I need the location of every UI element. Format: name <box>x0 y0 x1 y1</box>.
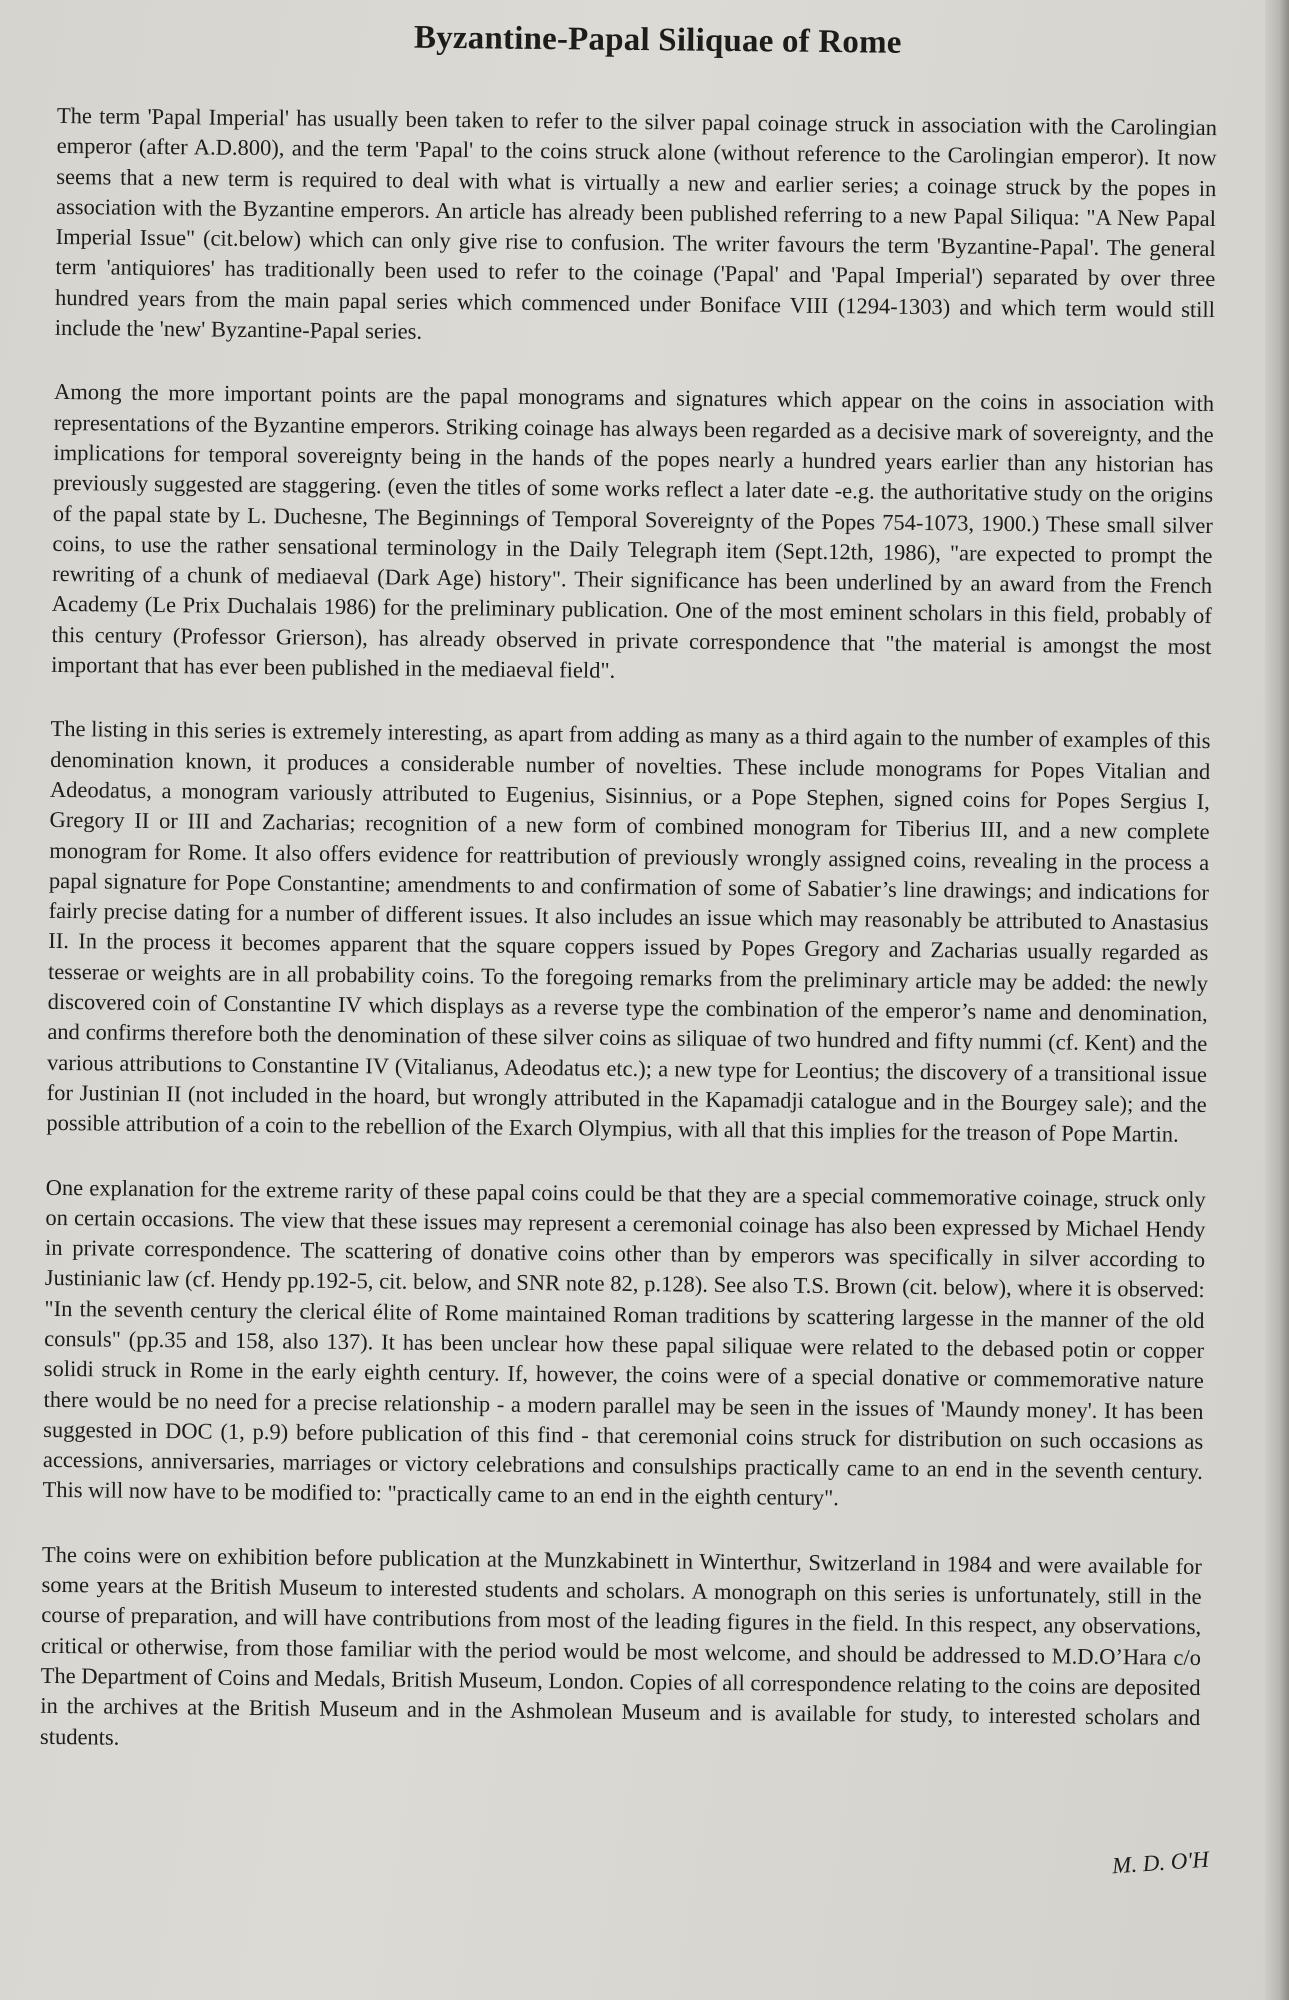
article-title: Byzantine-Papal Siliquae of Rome <box>413 19 902 61</box>
article <box>39 16 1217 1798</box>
author-signature: M. D. O'H <box>1111 1846 1210 1879</box>
paragraph-listing: The listing in this series is extremely interesting, as apart from adding as many as a third again to the number of examples of this denomination known, it produces a considerable number of novelties. These include monograms for Popes Vitalian and Adeodatus, a monogram variously attributed to Eugenius, Sisinnius, or a Pope Stephen, signed coins for Popes Sergius I, Gregory II or III and Zacharias; recognition of a new form of combined monogram for Tiberius III, and a new complete monogram for Rome. It also offers evidence for reattribution of previously wrongly assigned coins, revealing in the process a papal signature for Pope Constantine; amendments to and confirmation of some of Sabatier’s line drawings; and indications for fairly precise dating for a number of different issues. It also includes an issue which may reasonably be attributed to Anastasius II. In the process it becomes apparent that the square coppers issued by Popes Gregory and Zacharias usually regarded as tesserae or weights are in all probability coins. To the foregoing remarks from the preliminary article may be added: the newly discovered coin of Constantine IV which displays as a reverse type the combination of the emperor’s name and denomination, and confirms therefore both the denomination of these silver coins as siliquae of two hundred and fifty nummi (cf. Kent) and the various attributions to Constantine IV (Vitalianus, Adeodatus etc.); a new type for Leontius; the discovery of a transitional issue for Justinian II (not included in the hoard, but wrongly attributed in the Kapamadji catalogue and in the Bourgey sale); and the possible attribution of a coin to the rebellion of the Exarch Olympius, with all that this implies for the treason of Pope Martin. <box>46 716 1211 1147</box>
paragraph-rarity: One explanation for the extreme rarity of these papal coins could be that they are a special commemorative coinage, struck only on certain occasions. The view that these issues may represent a ceremonial coinage has also been expressed by Michael Hendy in private correspondence. The scattering of donative coins other than by emperors was specifically in silver according to Justinianic law (cf. Hendy pp.192-5, cit. below, and SNR note 82, p.128). See also T.S. Brown (cit. below), where it is observed: "In the seventh century the clerical élite of Rome maintained Roman traditions by scattering largesse in the manner of the old consuls" (pp.35 and 158, also 137). It has been unclear how these papal siliquae were related to the debased potin or copper solidi struck in Rome in the early eighth century. If, however, the coins were of a special donative or commemorative nature there would be no need for a precise relationship - a modern parallel may be seen in the issues of 'Maundy money'. It has been suggested in DOC (1, p.9) before publication of this find - that ceremonial coins struck for distribution on such occasions as accessions, anniversaries, marriages or victory celebrations and consulships practically came to an end in the seventh century. This will now have to be modified to: "practically came to an end in the eighth century". <box>42 1174 1206 1511</box>
page-edge-shadow <box>1265 0 1289 2000</box>
paragraph-terminology: The term 'Papal Imperial' has usually been taken to refer to the silver papal coinage struck in association with the Carolingian emperor (after A.D.800), and the term 'Papal' to the coins struck alone (without reference to the Carolingian emperor). It now seems that a new term is required to deal with what is virtually a new and earlier series; a coinage struck by the popes in association with the Byzantine emperors. An article has already been published referring to a new Papal Siliqua: "A New Papal Imperial Issue" (cit.below) which can only give rise to confusion. The writer favours the term 'Byzantine-Papal'. The general term 'antiquiores' has traditionally been used to refer to the coinage ('Papal' and 'Papal Imperial') separated by over three hundred years from the main papal series which commenced under Boniface VIII (1294-1303) and which term would still include the 'new' Byzantine-Papal series. <box>54 102 1218 344</box>
paragraph-exhibition: The coins were on exhibition before publication at the Munzkabinett in Winterthur, Switzerland in 1984 and were available for some years at the British Museum to interested students and scholars. A monograph on this series is unfortunately, still in the course of preparation, and will have contributions from most of the leading figures in the field. In this respect, any observations, critical or otherwise, from those familiar with the period would be most welcome, and should be addressed to M.D.O’Hara c/o The Department of Coins and Medals, British Museum, London. Copies of all correspondence relating to the coins are deposited in the archives at the British Museum and in the Ashmolean Museum and is available for study, to interested scholars and students. <box>39 1541 1202 1750</box>
paragraph-significance: Among the more important points are the papal monograms and signatures which appear on the coins in association with representations of the Byzantine emperors. Striking coinage has always been regarded as a decisive mark of sovereignty, and the implications for temporal sovereignty being in the hands of the popes nearly a hundred years earlier than any historian has previously suggested are staggering. (even the titles of some works reflect a later date -e.g. the authoritative study on the origins of the papal state by L. Duchesne, The Beginnings of Temporal Sovereignty of the Popes 754-1073, 1900.) These small silver coins, to use the rather sensational terminology in the Daily Telegraph item (Sept.12th, 1986), "are expected to prompt the rewriting of a chunk of mediaeval (Dark Age) history". Their significance has been underlined by an award from the French Academy (Le Prix Duchalais 1986) for the preliminary publication. One of the most eminent scholars in this field, probably of this century (Professor Grierson), has already observed in private correspondence that "the material is amongst the most important that has ever been published in the mediaeval field". <box>51 379 1215 683</box>
